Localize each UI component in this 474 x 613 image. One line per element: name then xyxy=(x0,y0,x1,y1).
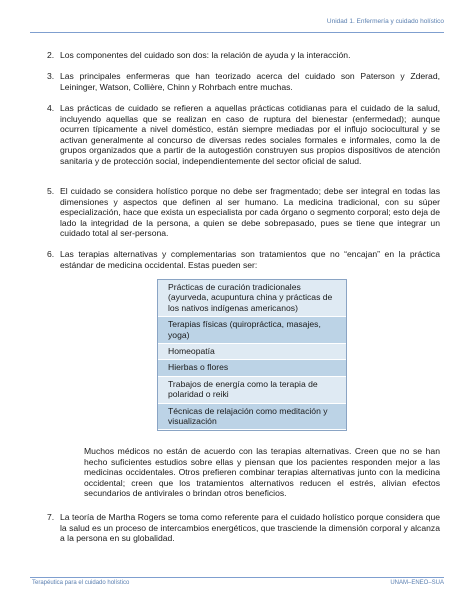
item-text: Las principales enfermeras que han teorizado acerca del cuidado son Paterson y Zderad, Leininger, Watson, Collière, Chinn y Rohrbach entre muchas. xyxy=(60,71,440,92)
header-divider xyxy=(30,32,444,33)
list-item-6 xyxy=(47,249,440,270)
item-number: 6. xyxy=(47,249,55,259)
item-number: 5. xyxy=(47,186,55,196)
item-text: Las terapias alternativas y complementarias son tratamientos que no “encajan” en la práctica estándar de medicina occidental. Estas pueden ser: xyxy=(60,249,440,270)
list-item-2 xyxy=(47,50,440,61)
therapies-table xyxy=(157,279,347,431)
footer-divider xyxy=(30,577,444,578)
alternatives-paragraph: Muchos médicos no están de acuerdo con las terapias alternativas. Creen que no se han hecho suficientes estudios sobre ellas y piensan que los pacientes responden mejor a las medicinas occidentales. Otros prefieren combinar terapias alternativas junto con la medicina occidental; creen que los tratamientos alternativos reducen el estrés, alivian efectos secundarios de antivirales o brindan otros beneficios. xyxy=(84,446,440,499)
table-row: Hierbas o flores xyxy=(158,360,346,376)
table-row: Homeopatía xyxy=(158,344,346,360)
item-text: Las prácticas de cuidado se refieren a aquellas prácticas cotidianas para el cuidado de la salud, incluyendo aquellas que se realizan en caso de ruptura del bienestar (enfermedad); aunque ocurren típicamente a nivel doméstico, están siempre mediadas por el influjo sociocultural y se activan generalmente al concurso de diversas redes sociales formales e informales, como la de grupos organizados que a partir de la autogestión construyen sus propios dispositivos de atención sanitaria y de protección social, independientemente del sector oficial de salud. xyxy=(60,103,440,166)
table-row: Prácticas de curación tradicionales (ayurveda, acupuntura china y prácticas de los nativos indígenas americanos) xyxy=(158,280,346,317)
footer-institution: UNAM–ENEO–SUA xyxy=(390,580,444,586)
item-number: 7. xyxy=(47,512,55,522)
table-row: Técnicas de relajación como meditación y visualización xyxy=(158,404,346,431)
item-number: 4. xyxy=(47,103,55,113)
item-number: 3. xyxy=(47,71,55,81)
item-number: 2. xyxy=(47,50,55,60)
page-header-title: Unidad 1. Enfermería y cuidado holístico xyxy=(326,18,444,25)
item-text: Los componentes del cuidado son dos: la relación de ayuda y la interacción. xyxy=(60,50,351,60)
item-text: La teoría de Martha Rogers se toma como referente para el cuidado holístico porque considera que la salud es un proceso de intercambios energéticos, que trasciende la dimensión corporal y alcanza a la persona en su globalidad. xyxy=(60,512,440,544)
list-item-3 xyxy=(47,71,440,92)
list-item-5 xyxy=(47,186,440,239)
table-row: Terapias físicas (quiropráctica, masajes, yoga) xyxy=(158,317,346,344)
footer-course-title: Terapéutica para el cuidado holístico xyxy=(32,580,130,586)
item-text: El cuidado se considera holístico porque no debe ser fragmentado; debe ser integral en todas las dimensiones y aspectos que definen al ser humano. La medicina tradicional, con su súper especialización, hace que exista un especialista por cada órgano o segmento corporal; esto deja de lado la integridad de la persona, a quien se debe sobrepasado, pues se tiene que integrar un cuidado total al ser-persona. xyxy=(60,186,440,239)
table-row: Trabajos de energía como la terapia de polaridad o reiki xyxy=(158,377,346,404)
list-item-7 xyxy=(47,512,440,544)
list-item-4 xyxy=(47,103,440,167)
